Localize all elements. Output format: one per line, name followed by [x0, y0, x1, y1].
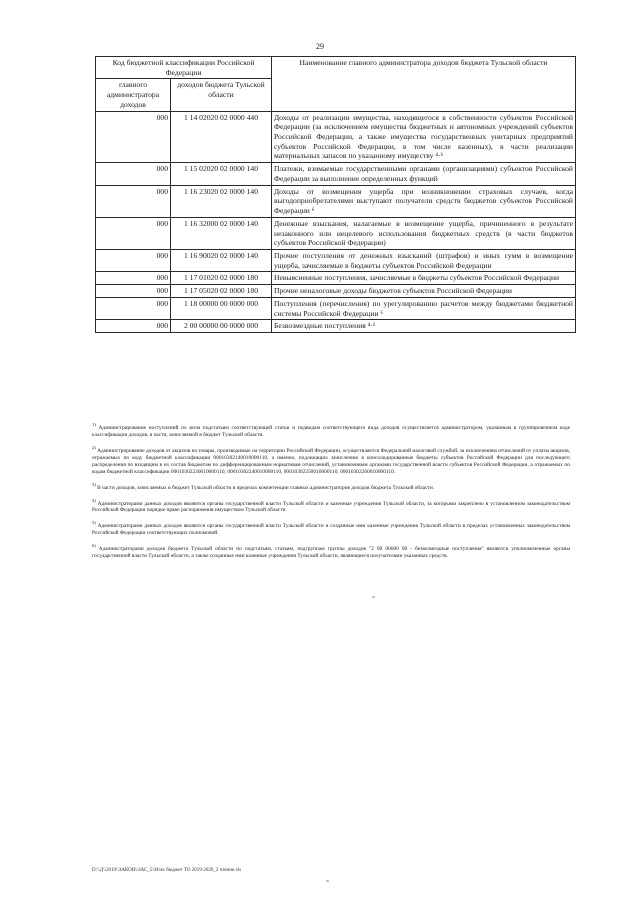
row-income-name: Прочие поступления от денежных взысканий (штрафов) и иных сумм в возмещение ущерба, зачисляемые в бюджеты субъектов Российской Федерации	[272, 249, 576, 271]
row-income-code: 1 16 32000 02 0000 140	[171, 217, 272, 249]
footnote-1: $^{1)}$ Администрирование поступлений по всем подстатьям соответствующей статьи и подвидам соответствующего вида доходов осуществляется администратором, указанным в группировочном коде классификации доходов, в части, зачисляемой в бюджет Тульской области.	[92, 422, 570, 438]
row-income-code: 1 17 05020 02 0000 180	[171, 285, 272, 298]
header-name-column: Наименование главного администратора доходов бюджета Тульской области	[272, 57, 576, 112]
file-path: D:\\Д\\2019\\ЗАКОН\\ЗАС_5\\Изм. бюджет ТО 2019-2020_2 чтение.xls	[92, 868, 242, 873]
row-income-code: 1 16 90020 02 0000 140	[171, 249, 272, 271]
row-income-name: Денежные взыскания, налагаемые в возмещение ущерба, причиненного в результате незаконного или нецелевого использования бюджетных средств (в части бюджетов субъектов Российской Федерации)	[272, 217, 576, 249]
scan-speck	[326, 880, 329, 882]
row-income-name: Невыясненные поступления, зачисляемые в бюджеты субъектов Российской Федерации	[272, 272, 576, 285]
scan-speck	[372, 596, 375, 598]
table-row	[96, 163, 576, 185]
row-income-name: Доходы от реализации имущества, находящегося в собственности субъектов Российской Федерации (за исключением имущества бюджетных и автономных учреждений субъектов Российской Федерации, а также имущества государственных унитарных предприятий субъектов Российской Федерации, в том числе казенных), в части реализации материальных запасов по указанному имуществу ⁴·⁶	[272, 111, 576, 163]
footnote-3: $^{3)}$ В части доходов, зачисляемых в бюджет Тульской области в пределах компетенции главных администраторов доходов бюджета Тульской области.	[92, 481, 435, 491]
row-income-name: Платежи, взимаемые государственными органами (организациями) субъектов Российской Федерации за выполнение определенных функций	[272, 163, 576, 185]
table-header-row	[96, 57, 576, 79]
row-admin-code: 000	[96, 320, 171, 333]
table-row	[96, 272, 576, 285]
header-admin-column: главного администратора доходов	[96, 79, 171, 111]
footnote-5: $^{5)}$ Администраторами данных доходов являются органы государственной власти Тульской области и созданные ими казенные учреждения Тульской области в пределах установленных законодательством Российской Федерации соответствующих полномочий.	[92, 520, 570, 537]
table-row	[96, 297, 576, 319]
table-row	[96, 185, 576, 217]
page-number: 29	[316, 42, 324, 51]
header-income-column: доходов бюджета Тульской области	[171, 79, 272, 111]
header-classification-group: Код бюджетной классификации Российской Федерации	[96, 57, 272, 79]
row-income-code: 2 00 00000 00 0000 000	[171, 320, 272, 333]
row-admin-code: 000	[96, 185, 171, 217]
row-income-code: 1 14 02020 02 0000 440	[171, 111, 272, 163]
footnote-2: $^{2)}$ Администрирование доходов от акцизов на товары, производимые на территории Российской Федерации, осуществляется Федеральной налоговой службой, за исключением отчислений от уплаты акцизов, отражаемых по коду бюджетной классификации 00010302140010000110, а именно, подлежащих зачислению в консолидированные бюджеты субъектов Российской Федерации для последующего распределения по входящим в их состав бюджетам по дифференцированным нормативам отчислений, установленным органами государственной власти субъектов Российской Федерации, а отражаемых по кодам бюджетной классификации 00010302230010000110, 00010302240010000110, 00010302250010000110, 00010302260010000110.	[92, 444, 570, 475]
row-admin-code: 000	[96, 163, 171, 185]
table-row	[96, 217, 576, 249]
row-admin-code: 000	[96, 217, 171, 249]
row-admin-code: 000	[96, 111, 171, 163]
row-income-code: 1 18 00000 00 0000 000	[171, 297, 272, 319]
budget-classification-table	[95, 56, 576, 333]
table-row	[96, 320, 576, 333]
row-income-name: Безвозмездные поступления ⁴·⁶	[272, 320, 576, 333]
row-income-name: Поступления (перечисления) по урегулированию расчетов между бюджетами бюджетной системы Российской Федерации ⁶	[272, 297, 576, 319]
table-row	[96, 285, 576, 298]
row-admin-code: 000	[96, 272, 171, 285]
row-admin-code: 000	[96, 285, 171, 298]
footnotes	[92, 422, 570, 566]
row-income-name: Прочие неналоговые доходы бюджетов субъектов Российской Федерации	[272, 285, 576, 298]
footnote-6: $^{6)}$ Администраторами доходов бюджета Тульской области по подстатьям, статьям, подгруппам группы доходов "2 00 00000 00 - безвозмездные поступления" являются уполномоченные органы государственной власти Тульской области, а также созданные ими казенные учреждения Тульской области, являющиеся получателями указанных средств.	[92, 543, 570, 559]
footnote-4: $^{4)}$ Администраторами данных доходов являются органы государственной власти Тульской области и казенные учреждения Тульской области, за которыми закреплено в установленном законодательством Российской Федерации порядке право распоряжения имуществом Тульской области.	[92, 497, 570, 514]
table-row	[96, 111, 576, 163]
table-row	[96, 249, 576, 271]
row-income-code: 1 15 02020 02 0000 140	[171, 163, 272, 185]
row-income-name: Доходы от возмещения ущерба при возникновении страховых случаев, когда выгодоприобретателями выступают получатели средств бюджетов субъектов Российской Федерации ⁶	[272, 185, 576, 217]
row-admin-code: 000	[96, 249, 171, 271]
row-income-code: 1 16 23020 02 0000 140	[171, 185, 272, 217]
row-admin-code: 000	[96, 297, 171, 319]
row-income-code: 1 17 01020 02 0000 180	[171, 272, 272, 285]
